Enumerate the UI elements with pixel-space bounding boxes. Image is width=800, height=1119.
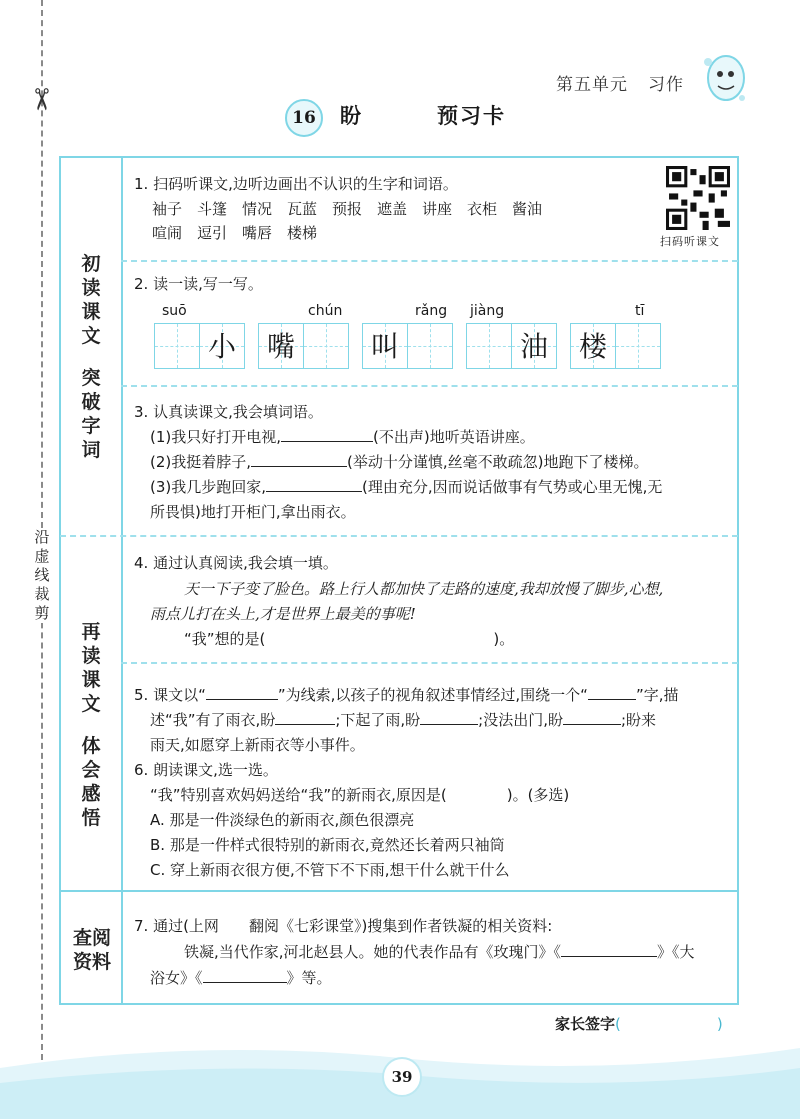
pinyin: tī <box>635 303 645 319</box>
divider <box>121 385 738 387</box>
unit-title: 第五单元 <box>556 75 628 95</box>
q4-question: “我”想的是( )。 <box>184 630 515 648</box>
section-label-research: 查阅 资料 <box>72 927 112 973</box>
section-title: 习作 <box>648 75 684 95</box>
scissors-icon: ✂ <box>23 86 59 113</box>
writing-box[interactable] <box>303 323 349 369</box>
writing-box[interactable] <box>154 323 200 369</box>
pinyin: rǎng <box>415 303 448 319</box>
lesson-number: 16 <box>285 99 323 137</box>
q6-option-b[interactable]: B. 那是一件样式很特别的新雨衣,竟然还长着两只袖筒 <box>150 836 505 854</box>
q6-option-a[interactable]: A. 那是一件淡绿色的新雨衣,颜色很漂亮 <box>150 811 415 829</box>
q5-line2: 述“我”有了雨衣,盼 ;下起了雨,盼 ;没法出门,盼 ;盼来 <box>150 711 657 729</box>
answer-blank[interactable] <box>275 710 335 725</box>
q1-words-line2: 喧闹 逗引 嘴唇 楼梯 <box>152 224 318 242</box>
q7-line2: 铁凝,当代作家,河北赵县人。她的代表作品有《玫瑰门》《 》《大 <box>184 943 695 961</box>
q5-line3: 雨天,如愿穿上新雨衣等小事件。 <box>150 736 365 754</box>
q2-prompt: 2. 读一读,写一写。 <box>134 275 263 293</box>
answer-blank[interactable] <box>251 452 347 467</box>
q3-line3: (3)我几步跑回家, (理由充分,因而说话做事有气势或心里无愧,无 <box>150 478 663 496</box>
cut-label: 沿 虚 线 裁 剪 <box>30 528 54 623</box>
pinyin: chún <box>308 303 343 319</box>
q6-prompt: 6. 朗读课文,选一选。 <box>134 761 278 779</box>
q1-words-line1: 袖子 斗篷 情况 瓦蓝 预报 遮盖 讲座 衣柜 酱油 <box>152 200 543 218</box>
section-label-reread: 再 读 课 文 体 会 感 悟 <box>81 621 101 829</box>
q3-line2: (2)我挺着脖子, (举动十分谨慎,丝毫不敢疏忽)地跑下了楼梯。 <box>150 453 649 471</box>
q7-line1: 7. 通过(上网 翻阅《七彩课堂》)搜集到作者铁凝的相关资料: <box>134 917 553 935</box>
q6-option-c[interactable]: C. 穿上新雨衣很方便,不管下不下雨,想干什么就干什么 <box>150 861 510 879</box>
answer-blank[interactable] <box>206 685 278 700</box>
q6-question: “我”特别喜欢妈妈送给“我”的新雨衣,原因是( )。(多选) <box>150 786 570 804</box>
q4-quote-line2: 雨点儿打在头上,才是世界上最美的事呢! <box>150 605 416 623</box>
char-box: 叫 <box>362 323 408 369</box>
qr-code-icon[interactable] <box>666 166 730 230</box>
answer-blank[interactable] <box>420 710 478 725</box>
divider <box>60 535 738 537</box>
q3-prompt: 3. 认真读课文,我会填词语。 <box>134 403 323 421</box>
qr-label: 扫码听课文 <box>660 235 720 248</box>
writing-box[interactable] <box>407 323 453 369</box>
char-box: 油 <box>511 323 557 369</box>
q4-prompt: 4. 通过认真阅读,我会填一填。 <box>134 554 338 572</box>
q4-quote-line1: 天一下子变了脸色。路上行人都加快了走路的速度,我却放慢了脚步,心想, <box>184 580 664 598</box>
char-box: 小 <box>199 323 245 369</box>
writing-box[interactable] <box>466 323 512 369</box>
divider <box>121 260 738 262</box>
cartoon-mascot-icon <box>698 48 750 108</box>
q7-line3: 浴女》《 》等。 <box>150 969 332 987</box>
divider <box>121 662 738 664</box>
char-box: 嘴 <box>258 323 304 369</box>
pinyin: suō <box>162 303 187 319</box>
divider <box>60 890 738 892</box>
page-number: 39 <box>382 1057 422 1097</box>
unit-header <box>556 70 684 95</box>
card-title: 预习卡 <box>437 104 506 128</box>
answer-blank[interactable] <box>563 710 621 725</box>
answer-blank[interactable] <box>266 477 362 492</box>
section-label-first-read: 初 读 课 文 突 破 字 词 <box>81 253 101 461</box>
q3-line1: (1)我只好打开电视, (不出声)地听英语讲座。 <box>150 428 535 446</box>
q3-line4: 所畏惧)地打开柜门,拿出雨衣。 <box>150 503 356 521</box>
char-box: 楼 <box>570 323 616 369</box>
answer-blank[interactable] <box>203 968 287 983</box>
writing-box[interactable] <box>615 323 661 369</box>
q5-line1: 5. 课文以“ ”为线索,以孩子的视角叙述事情经过,围绕一个“ ”字,描 <box>134 686 679 704</box>
answer-blank[interactable] <box>281 427 373 442</box>
q1-prompt: 1. 扫码听课文,边听边画出不认识的生字和词语。 <box>134 175 458 193</box>
answer-blank[interactable] <box>561 942 657 957</box>
pinyin: jiàng <box>470 303 505 319</box>
column-divider <box>121 158 123 1003</box>
lesson-title: 盼 <box>340 104 361 128</box>
parent-signature: 家长签字( ) <box>555 1015 723 1033</box>
answer-blank[interactable] <box>588 685 636 700</box>
